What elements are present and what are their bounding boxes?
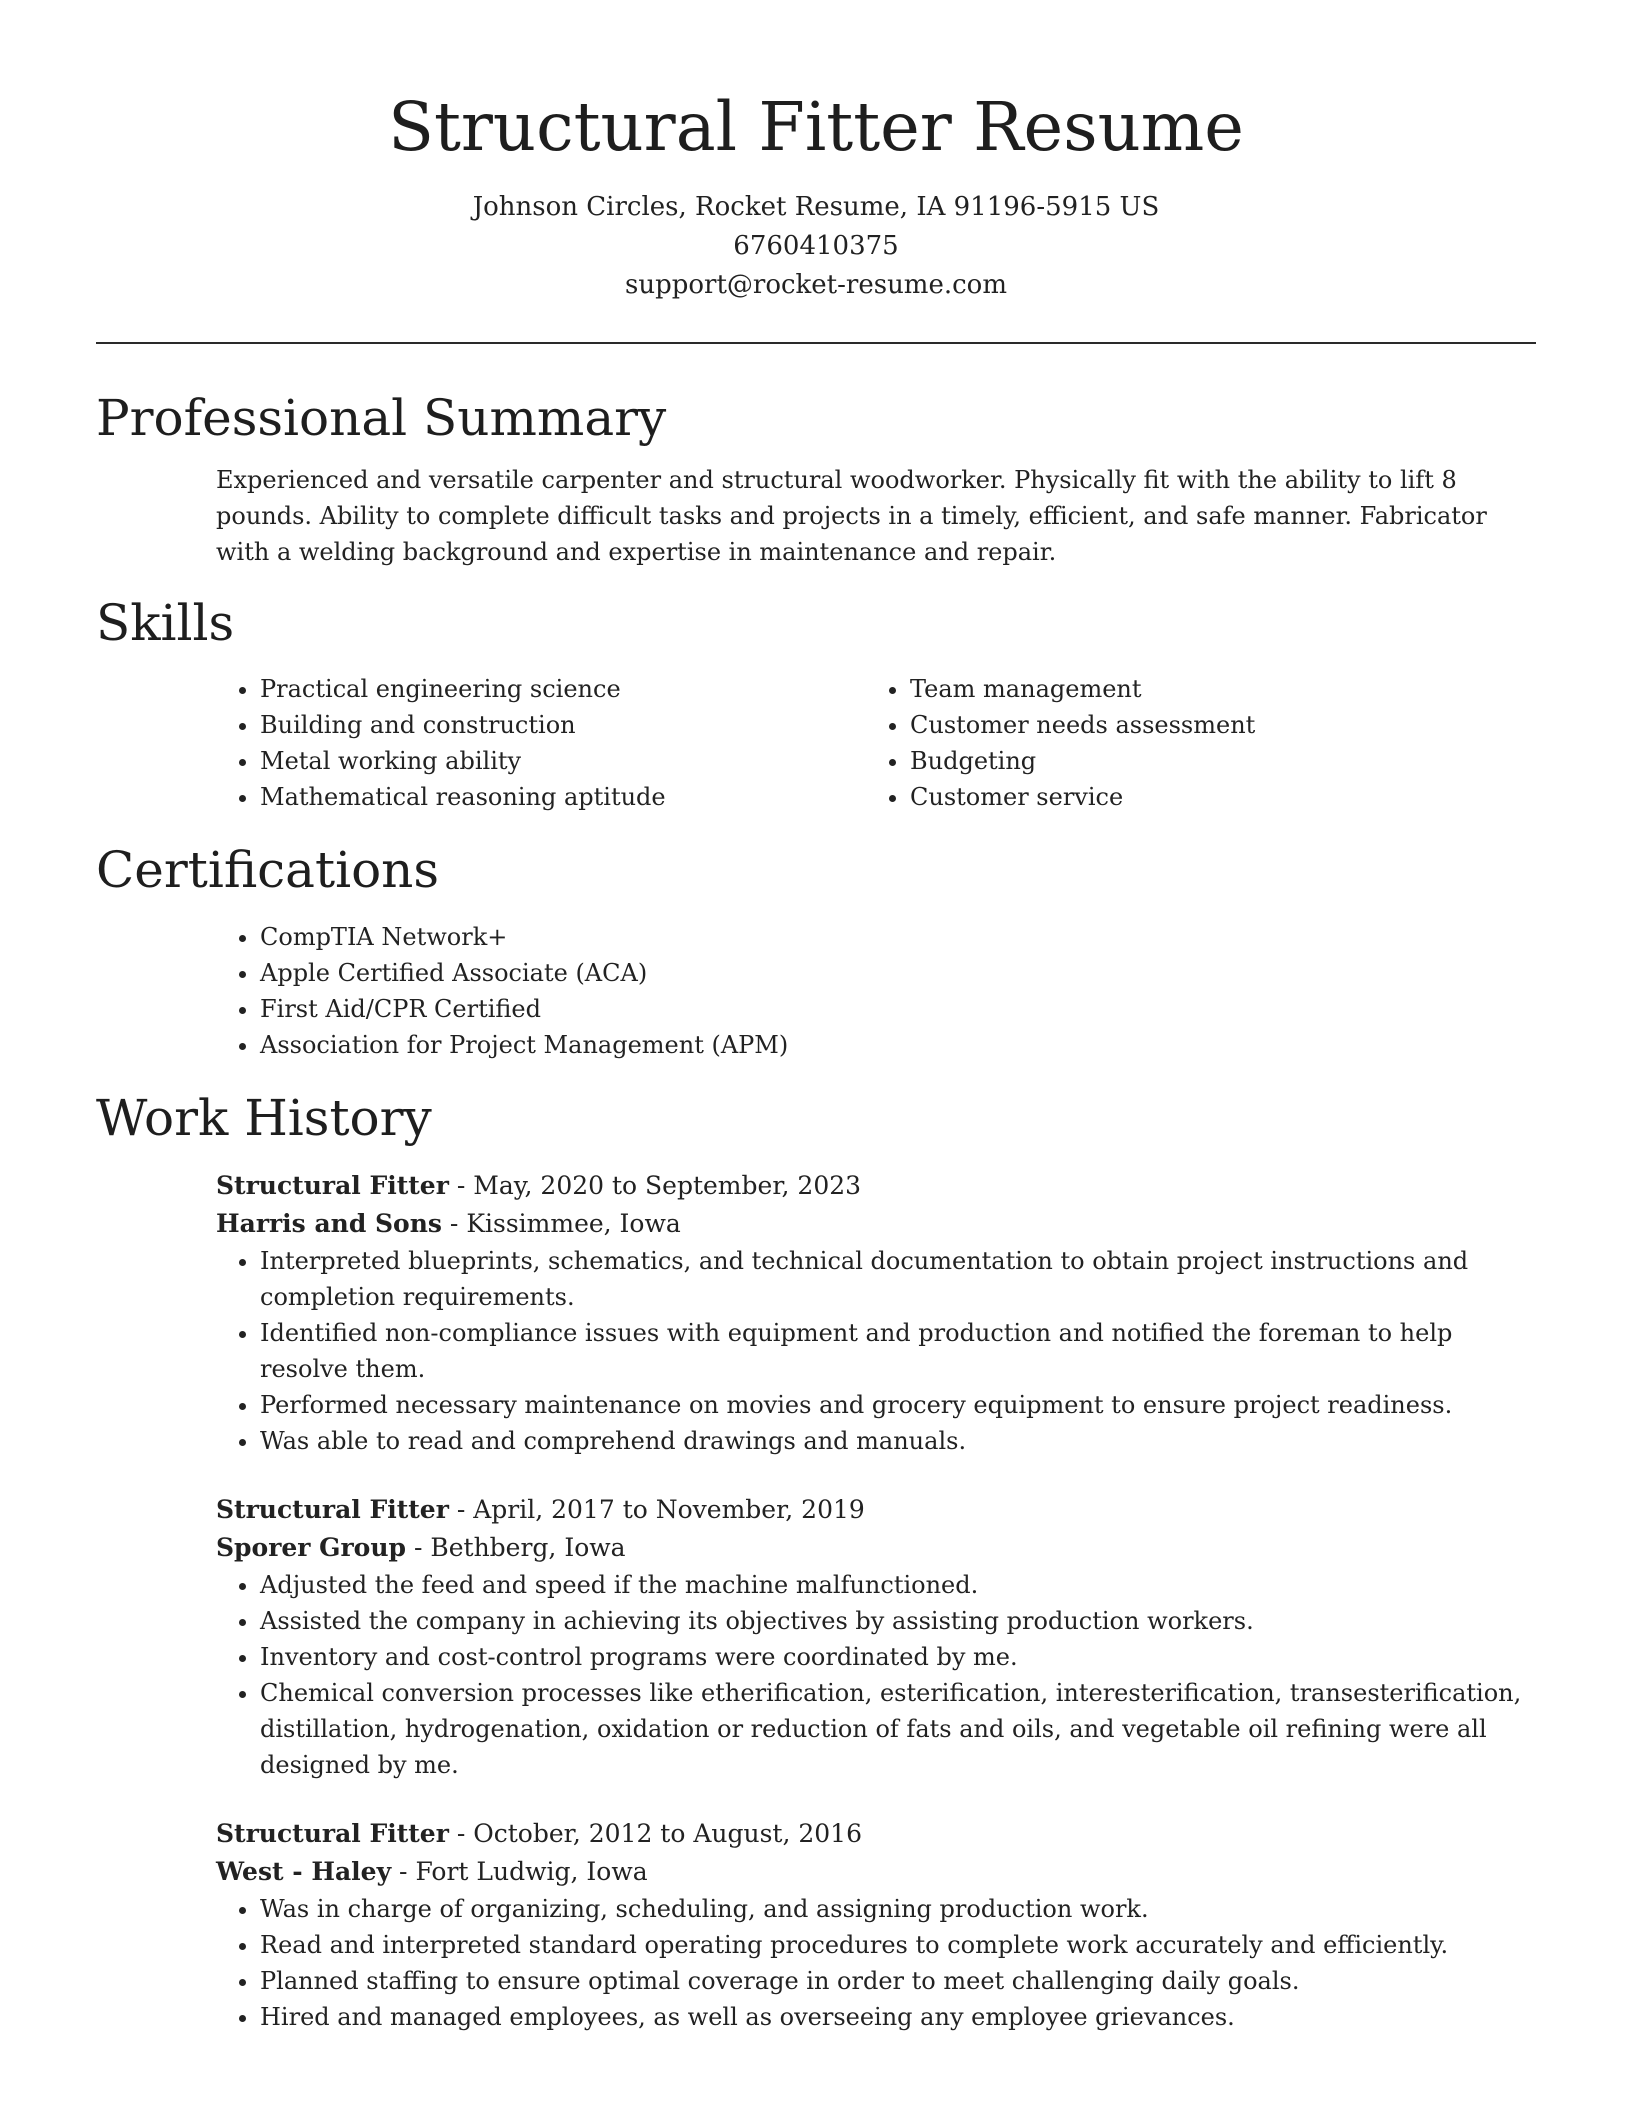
contact-address: Johnson Circles, Rocket Resume, IA 91196-5915 US	[472, 192, 1160, 222]
certifications-section	[96, 839, 1536, 1063]
skills-grid	[216, 671, 1536, 815]
skills-heading: Skills	[96, 594, 235, 652]
job-duty: • Planned staffing to ensure optimal coverage in order to meet challenging daily goals.	[260, 1963, 1536, 1999]
header-divider	[96, 342, 1536, 344]
job-duty: • Was in charge of organizing, scheduling, and assigning production work.	[260, 1891, 1536, 1927]
certification-item: • Apple Certified Associate (ACA)	[260, 955, 1536, 991]
job-dates: - October, 2012 to August, 2016	[448, 1819, 862, 1848]
job-duties-list	[216, 1891, 1536, 2035]
job-company: Harris and Sons	[216, 1209, 442, 1238]
job-company-line	[216, 1205, 1536, 1243]
skills-list-left	[216, 671, 866, 815]
job-entry	[216, 1491, 1536, 1783]
summary-text: Experienced and versatile carpenter and structural woodworker. Physically fit with the ability to lift 8 pounds. Ability to complete difficult tasks and projects in a timely, efficient, and safe manner. Fabricator with a welding background and expertise in maintenance and repair.	[216, 466, 1487, 566]
skills-column-right	[866, 671, 1516, 815]
job-duty: • Was able to read and comprehend drawings and manuals.	[260, 1423, 1536, 1459]
job-company-line	[216, 1529, 1536, 1567]
contact-phone: 6760410375	[733, 231, 899, 261]
summary-section	[96, 387, 1536, 570]
skills-column-left	[216, 671, 866, 815]
job-duties-list	[216, 1567, 1536, 1783]
skill-item: • Customer needs assessment	[910, 707, 1516, 743]
certification-item: • CompTIA Network+	[260, 919, 1536, 955]
certifications-list-wrap	[216, 919, 1536, 1063]
job-title: Structural Fitter	[216, 1819, 449, 1848]
job-title: Structural Fitter	[216, 1171, 449, 1200]
job-location: - Kissimmee, Iowa	[441, 1209, 681, 1238]
certification-item: • Association for Project Management (APM)	[260, 1027, 1536, 1063]
certification-item: • First Aid/CPR Certified	[260, 991, 1536, 1027]
skill-item: • Mathematical reasoning aptitude	[260, 779, 866, 815]
job-duty: • Performed necessary maintenance on movies and grocery equipment to ensure project readiness.	[260, 1387, 1536, 1423]
job-entry	[216, 1167, 1536, 1459]
contact-email: support@rocket-resume.com	[624, 270, 1007, 300]
job-duty: • Hired and managed employees, as well as overseeing any employee grievances.	[260, 1999, 1536, 2035]
job-duty: • Interpreted blueprints, schematics, and technical documentation to obtain project instructions and completion requirements.	[260, 1243, 1536, 1315]
skills-list-right	[866, 671, 1516, 815]
skill-item: • Team management	[910, 671, 1516, 707]
resume-header	[96, 0, 1536, 305]
certifications-list	[216, 919, 1536, 1063]
job-entry	[216, 1815, 1536, 2035]
skills-section	[96, 592, 1536, 815]
job-duty: • Read and interpreted standard operating procedures to complete work accurately and efficiently.	[260, 1927, 1536, 1963]
summary-heading: Professional Summary	[96, 389, 667, 447]
job-title-line	[216, 1167, 1536, 1205]
job-duty: • Assisted the company in achieving its objectives by assisting production workers.	[260, 1603, 1536, 1639]
skill-item: • Metal working ability	[260, 743, 866, 779]
skill-item: • Building and construction	[260, 707, 866, 743]
resume-page	[96, 0, 1536, 2035]
job-company-line	[216, 1853, 1536, 1891]
skill-item: • Budgeting	[910, 743, 1516, 779]
job-duty: • Identified non-compliance issues with equipment and production and notified the foreman to help resolve them.	[260, 1315, 1536, 1387]
job-company: West - Haley	[216, 1857, 392, 1886]
job-duty: • Adjusted the feed and speed if the machine malfunctioned.	[260, 1567, 1536, 1603]
job-title: Structural Fitter	[216, 1495, 449, 1524]
skill-item: • Practical engineering science	[260, 671, 866, 707]
job-title-line	[216, 1491, 1536, 1529]
job-dates: - April, 2017 to November, 2019	[448, 1495, 865, 1524]
job-dates: - May, 2020 to September, 2023	[448, 1171, 862, 1200]
work-history-heading: Work History	[96, 1089, 432, 1147]
job-location: - Fort Ludwig, Iowa	[391, 1857, 648, 1886]
job-duty: • Chemical conversion processes like etherification, esterification, interesterification, transesterification, distillation, hydrogenation, oxidation or reduction of fats and oils, and vegetable oil refining were all designed by me.	[260, 1675, 1536, 1783]
skill-item: • Customer service	[910, 779, 1516, 815]
job-location: - Bethberg, Iowa	[406, 1533, 626, 1562]
job-duty: • Inventory and cost-control programs were coordinated by me.	[260, 1639, 1536, 1675]
resume-title: Structural Fitter Resume	[388, 88, 1244, 166]
job-title-line	[216, 1815, 1536, 1853]
job-duties-list	[216, 1243, 1536, 1459]
work-history-section	[96, 1087, 1536, 2035]
job-company: Sporer Group	[216, 1533, 407, 1562]
certifications-heading: Certifications	[96, 841, 440, 899]
